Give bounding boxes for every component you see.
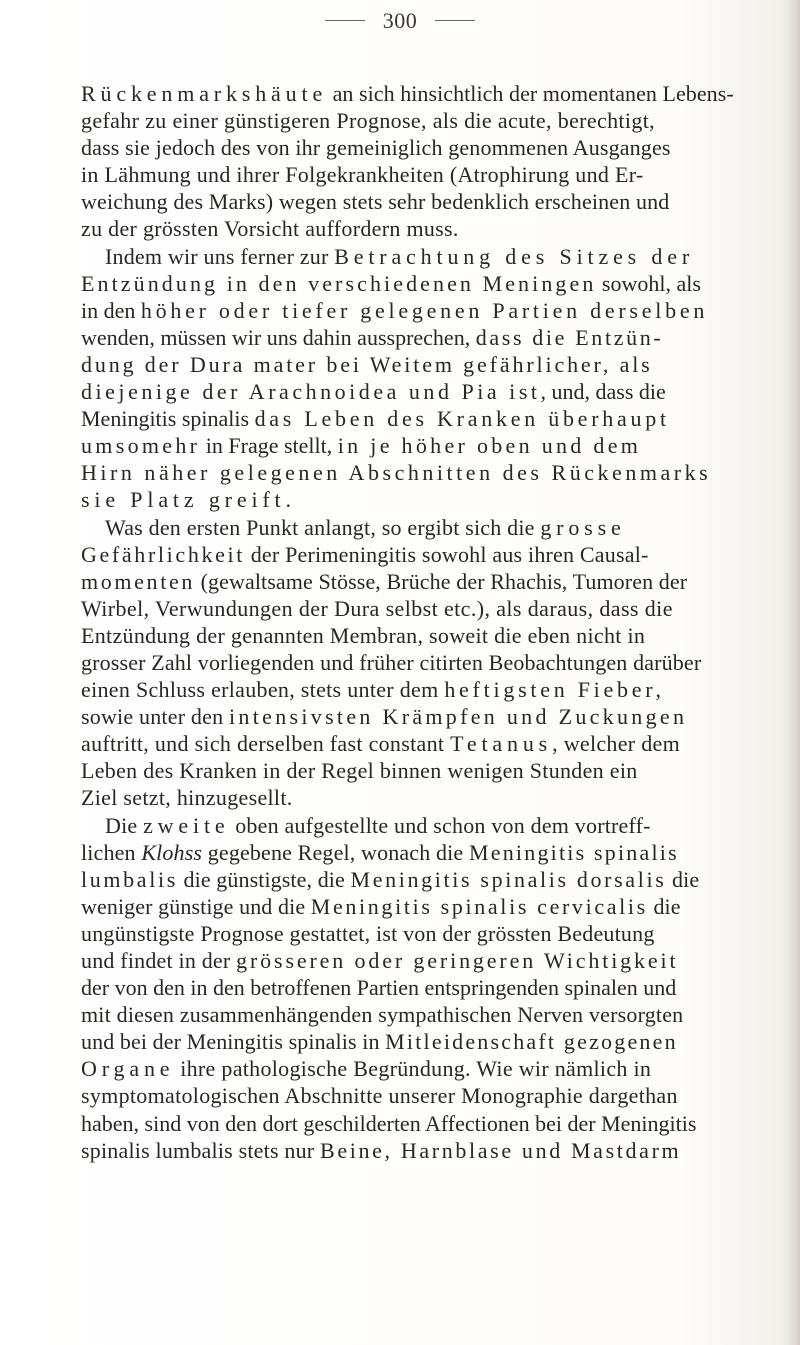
text-line xyxy=(81,1001,781,1028)
text-run: haben, sind von den dort geschilderten Affectionen bei der Meningitis xyxy=(81,1110,697,1136)
spaced-emphasis: Rückenmarkshäute xyxy=(81,81,328,106)
text-line xyxy=(81,541,781,568)
spaced-emphasis: Betrachtung des Sitzes der xyxy=(334,243,695,269)
spaced-emphasis: intensivsten Krämpfen und Zuckungen xyxy=(229,704,688,730)
header-rule-left xyxy=(325,20,365,21)
text-run: weniger günstige und die xyxy=(81,893,311,919)
spaced-emphasis: Meningitis spinalis xyxy=(469,839,679,865)
text-line xyxy=(81,514,781,541)
text-line xyxy=(81,378,781,405)
text-line xyxy=(81,649,781,676)
spaced-emphasis: Meningitis spinalis cervicalis xyxy=(310,893,648,919)
text-run: Wirbel, Verwundungen der Dura selbst etc.), als daraus, dass die xyxy=(81,595,673,621)
page-header xyxy=(0,6,800,34)
text-run: in Frage stellt, xyxy=(200,433,338,459)
text-line xyxy=(81,622,781,649)
text-run: mit diesen zusammenhängenden sympathischen Nerven versorgten xyxy=(81,1002,684,1028)
spaced-emphasis: Gefährlichkeit xyxy=(81,541,246,567)
spaced-emphasis: umsomehr xyxy=(81,433,201,459)
text-line xyxy=(81,215,781,242)
text-run: (gewaltsame Stösse, Brüche der Rhachis, Tumoren der xyxy=(195,568,688,594)
text-line xyxy=(81,676,781,703)
text-line xyxy=(81,568,781,595)
text-run: ihre pathologische Begründung. Wie wir nämlich in xyxy=(174,1056,652,1082)
spaced-emphasis: dung der Dura mater bei Weitem gefährlicher, als xyxy=(81,351,653,377)
text-run: und findet in der xyxy=(81,948,237,973)
spaced-emphasis: zweite xyxy=(143,812,230,838)
text-run: zu der grössten Vorsicht auffordern muss. xyxy=(81,216,459,242)
text-line xyxy=(81,595,781,622)
text-line xyxy=(81,757,781,784)
text-line xyxy=(81,920,781,947)
spaced-emphasis: Mitleidenschaft gezogenen xyxy=(385,1029,678,1055)
spaced-emphasis: sie Platz greift. xyxy=(81,487,296,513)
text-line xyxy=(81,432,781,459)
text-run: in Lähmung und ihrer Folgekrankheiten (Atrophirung und Er- xyxy=(81,162,644,188)
spaced-emphasis: heftigsten Fieber, xyxy=(444,677,665,703)
spaced-emphasis: grösseren oder geringeren Wichtigkeit xyxy=(236,948,679,973)
text-run: der von den in den betroffenen Partien entspringenden spinalen und xyxy=(81,975,677,1001)
page-edge-shadow xyxy=(786,0,800,1345)
text-run: weichung des Marks) wegen stets sehr bedenklich erscheinen und xyxy=(81,189,670,215)
text-line xyxy=(81,1055,781,1082)
spaced-emphasis: dass die Entzün- xyxy=(475,324,664,350)
text-line xyxy=(81,1110,781,1137)
spaced-emphasis: lumbalis xyxy=(81,866,178,892)
text-run: lichen xyxy=(81,839,142,865)
text-line xyxy=(81,243,781,270)
body-text xyxy=(81,80,781,1164)
text-line xyxy=(81,486,781,513)
text-line xyxy=(81,107,781,134)
text-run: und bei der Meningitis spinalis in xyxy=(81,1029,386,1055)
text-line xyxy=(81,134,781,161)
text-run: dass sie jedoch des von ihr gemeiniglich genommenen Ausganges xyxy=(81,135,671,161)
text-line xyxy=(81,866,781,893)
text-line xyxy=(81,459,781,486)
text-line xyxy=(81,784,781,811)
text-line xyxy=(81,161,781,188)
spaced-emphasis: Organe xyxy=(81,1056,175,1082)
text-run: wenden, müssen wir uns dahin aussprechen, xyxy=(81,324,476,350)
spaced-emphasis: in je höher oben und dem xyxy=(337,433,642,459)
text-line xyxy=(81,80,781,107)
text-run: die günstigste, die xyxy=(177,866,351,892)
text-run: gegebene Regel, wonach die xyxy=(202,839,469,865)
text-line xyxy=(81,1137,781,1164)
text-run: , und, dass die xyxy=(540,379,666,405)
text-line xyxy=(81,405,781,432)
spaced-emphasis: momenten xyxy=(81,568,195,594)
text-line xyxy=(81,947,781,974)
text-run: sowie unter den xyxy=(81,704,229,730)
spaced-emphasis: höher oder tiefer gelegenen Partien derselben xyxy=(140,297,709,323)
author-name: Klohss xyxy=(141,839,203,865)
spaced-emphasis: Hirn näher gelegenen Abschnitten des Rückenmarks xyxy=(81,460,712,486)
spaced-emphasis: Beine, Harnblase und Mastdarm xyxy=(320,1137,682,1163)
text-line xyxy=(81,351,781,378)
spaced-emphasis: Tetanus xyxy=(450,731,553,757)
text-line xyxy=(81,188,781,215)
text-run: auftritt, und sich derselben fast constant xyxy=(81,731,451,757)
spaced-emphasis: grosse xyxy=(540,514,626,540)
text-line xyxy=(81,839,781,866)
spaced-emphasis: diejenige der Arachnoidea und Pia ist xyxy=(81,379,541,405)
text-run: in den xyxy=(81,297,141,323)
text-run: gefahr zu einer günstigeren Prognose, als die acute, berechtigt, xyxy=(81,108,656,134)
text-run: ungünstigste Prognose gestattet, ist von der grössten Bedeutung xyxy=(81,920,655,946)
text-line xyxy=(81,730,781,757)
page-number: 300 xyxy=(382,7,418,33)
spaced-emphasis: das Leben des Kranken überhaupt xyxy=(254,406,670,432)
text-line xyxy=(81,297,781,324)
text-line xyxy=(81,893,781,920)
text-line xyxy=(81,974,781,1001)
text-run: oben aufgestellte und schon von dem vortreff- xyxy=(229,812,651,838)
text-line xyxy=(81,703,781,730)
text-run: der Perimeningitis sowohl aus ihren Causal- xyxy=(245,541,649,567)
text-line xyxy=(81,1082,781,1109)
text-run: einen Schluss erlauben, stets unter dem xyxy=(81,677,445,703)
text-run: Ziel setzt, hinzugesellt. xyxy=(81,785,293,811)
text-run: Indem wir uns ferner zur xyxy=(105,243,335,269)
text-line xyxy=(81,812,781,839)
header-rule-right xyxy=(435,20,475,21)
text-run: Entzündung der genannten Membran, soweit die eben nicht in xyxy=(81,622,646,648)
text-line xyxy=(81,324,781,351)
text-run: grosser Zahl vorliegenden und früher citirten Beobachtungen darüber xyxy=(81,649,702,675)
text-run: sowohl, als xyxy=(596,270,701,296)
text-line xyxy=(81,1028,781,1055)
text-run: an sich hinsichtlich der momentanen Lebens- xyxy=(327,81,734,106)
text-run: die xyxy=(647,893,681,919)
spaced-emphasis: Meningitis spinalis dorsalis xyxy=(350,866,667,892)
text-run: symptomatologischen Abschnitte unserer Monographie dargethan xyxy=(81,1083,678,1109)
text-run: die xyxy=(666,866,700,892)
text-run: , welcher dem xyxy=(552,731,680,757)
text-run: Leben des Kranken in der Regel binnen wenigen Stunden ein xyxy=(81,758,638,784)
spaced-emphasis: Entzündung in den verschiedenen Meningen xyxy=(81,270,597,296)
text-run: Meningitis spinalis xyxy=(81,406,255,432)
text-run: Die xyxy=(105,812,144,838)
text-run: Was den ersten Punkt anlangt, so ergibt sich die xyxy=(105,514,541,540)
text-run: spinalis lumbalis stets nur xyxy=(81,1137,321,1163)
text-line xyxy=(81,270,781,297)
